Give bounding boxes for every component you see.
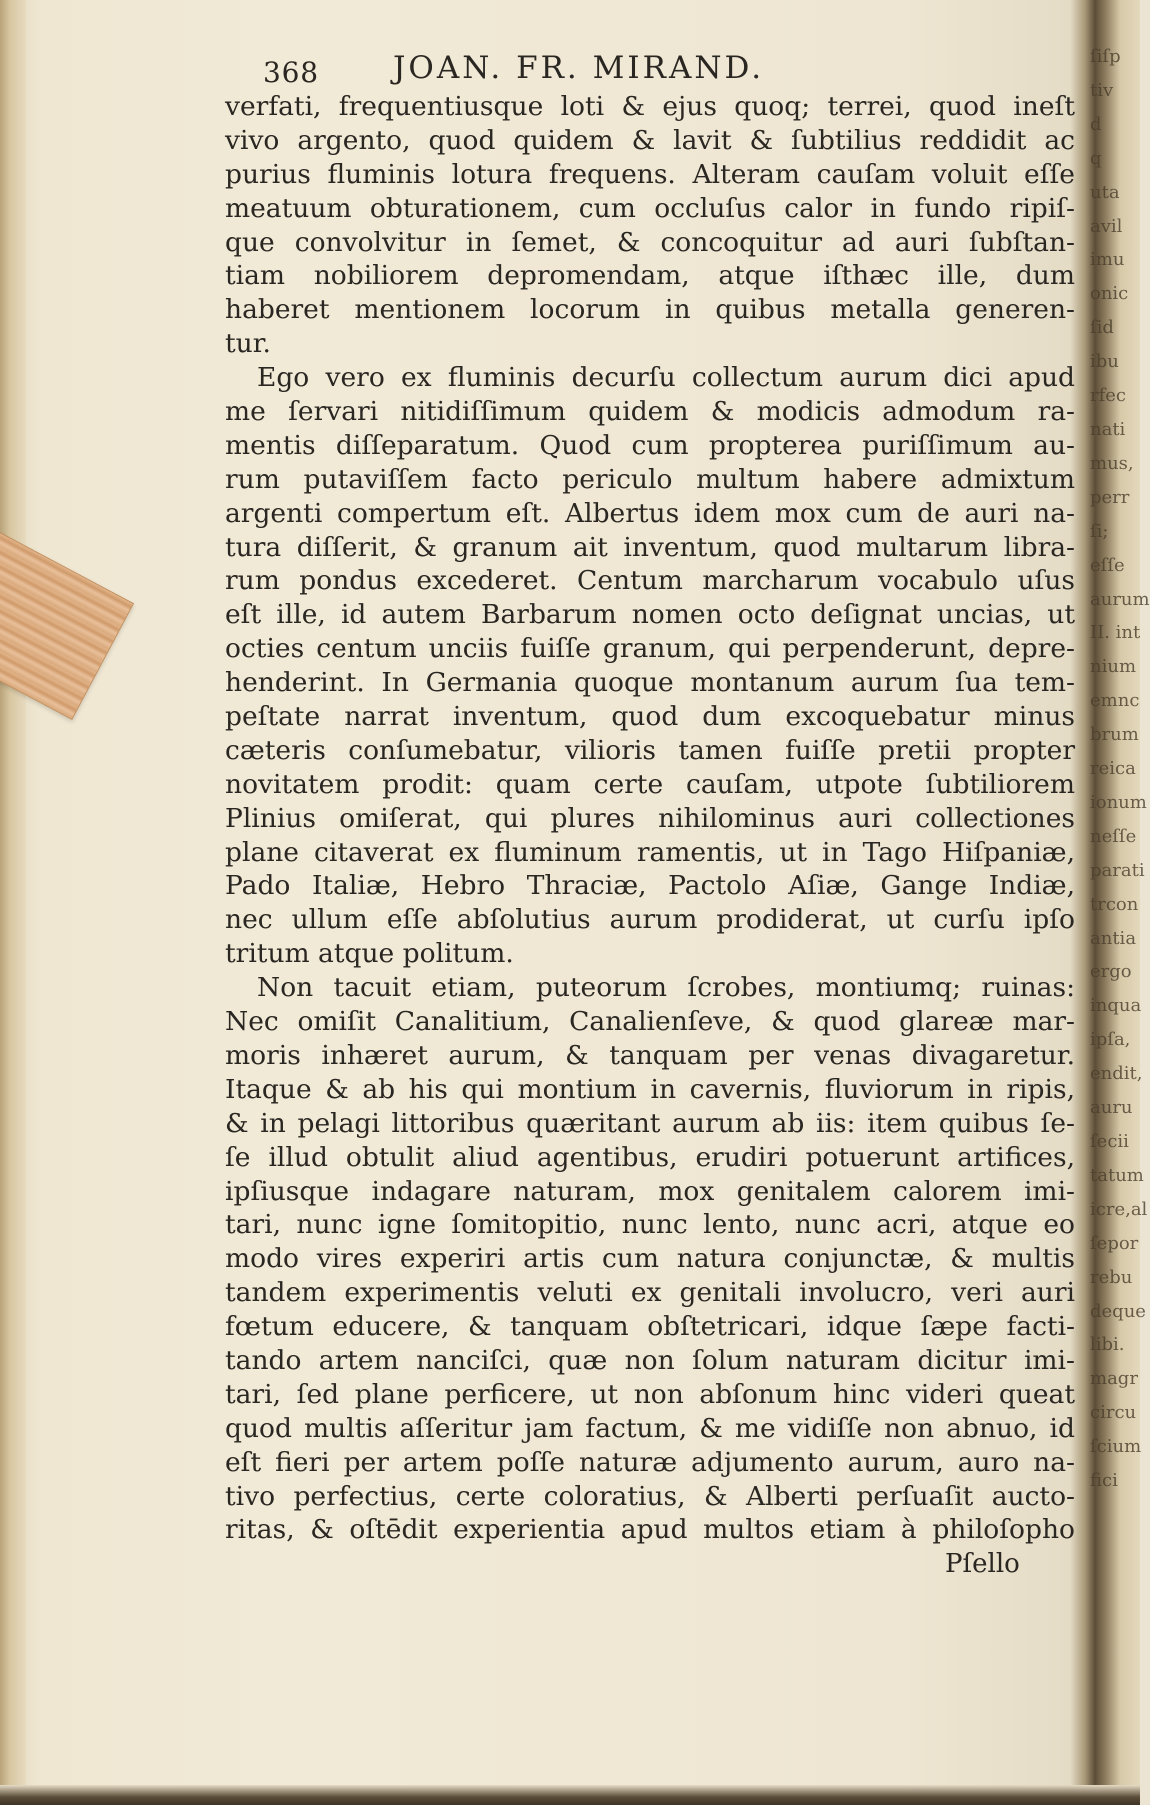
text-line: argenti compertum eſt. Albertus idem mox cum de auri na- [225,497,1075,529]
facing-page-fragment: perr [1090,486,1130,508]
text-line: fœtum educere, & tanquam obſtetricari, idque ſæpe facti- [225,1311,1075,1343]
text-line: quod multis aſſeritur jam factum, & me vidiſſe non abnuo, id [225,1412,1075,1444]
paragraph-2 [225,361,1075,971]
facing-page-fragment: deque [1090,1300,1146,1322]
facing-page-fragment: tiv [1090,79,1114,101]
facing-page-fragment: onic [1090,283,1129,305]
text-line: ipſiusque indagare naturam, mox genitalem calorem imi- [225,1175,1075,1207]
text-line: eſt fieri per artem poſſe naturæ adjumento aurum, auro na- [225,1446,1075,1478]
facing-page-fragment: antia [1090,927,1137,949]
text-body [225,90,1075,1547]
text-line: henderint. In Germania quoque montanum aurum ſua tem- [225,667,1075,699]
facing-page-fragment: ionum [1090,791,1147,813]
book-page [225,52,1075,1592]
facing-page-fragment: neſſe [1090,825,1137,847]
facing-page-fragment: d [1090,113,1102,135]
text-line: verfati, frequentiusque loti & ejus quoq; terrei, quod ineſt [225,91,1075,122]
text-line: tandem experimentis veluti ex genitali involucro, veri auri [225,1277,1075,1309]
running-head [263,52,823,92]
facing-page-fragment: reica [1090,758,1136,780]
text-line: tando artem nanciſci, quæ non ſolum naturam dicitur imi- [225,1344,1075,1376]
paragraph-1 [225,90,1075,361]
facing-page-fragment: ſiſp [1090,46,1121,67]
facing-page-fragment: rfec [1090,385,1126,407]
text-line: tiam nobiliorem depromendam, atque iſthæc ille, dum [225,260,1075,292]
text-line: modo vires experiri artis cum natura conjunctæ, & multis [225,1243,1075,1275]
text-line: vivo argento, quod quidem & lavit & ſubtilius reddidit ac [225,124,1075,156]
facing-page-fragment: ipſa, [1090,1029,1131,1051]
facing-page-fragment: ibu [1090,351,1119,373]
facing-page-fragment: avil [1090,215,1123,237]
facing-page-fragment: inqua [1090,995,1142,1017]
text-line: ſe illud obtulit aliud agentibus, erudiri potuerunt artifices, [225,1141,1075,1173]
facing-page-fragment: uta [1090,181,1120,203]
text-line: haberet mentionem locorum in quibus metalla generen- [225,294,1075,326]
text-line: plane citaverat ex fluminum ramentis, ut in Tago Hiſpaniæ, [225,836,1075,868]
facing-page-fragment: ſepor [1090,1232,1139,1254]
facing-page-fragment: ſi; [1090,520,1109,542]
text-line: me ſervari nitidiſſimum quidem & modicis admodum ra- [225,396,1075,428]
text-line: eſt ille, id autem Barbarum nomen octo deſignat uncias, ut [225,599,1075,631]
paragraph-3 [225,971,1075,1547]
text-line: tivo perfectius, certe coloratius, & Alberti perſuaſit aucto- [225,1480,1075,1512]
facing-page-fragment: nium [1090,656,1137,678]
facing-page-edge [1090,40,1150,1540]
paper-bookmark [0,532,134,720]
text-line: & in pelagi littoribus quæritant aurum ab iis: item quibus ſe- [225,1107,1075,1139]
text-line: Nec omiſit Canalitium, Canalienſeve, & quod glareæ mar- [225,1006,1075,1038]
text-line: mentis diſſeparatum. Quod cum propterea puriſſimum au- [225,429,1075,461]
facing-page-fragment: ergo [1090,961,1132,983]
text-line: Ego vero ex fluminis decurſu collectum aurum dici apud [257,362,1075,394]
text-line: Plinius omiſerat, qui plures nihilominus auri collectiones [225,802,1075,834]
facing-page-fragment: fici [1090,1470,1118,1492]
text-line: cæteris conſumebatur, vilioris tamen fuiſſe pretii propter [225,734,1075,766]
text-line: moris inhæret aurum, & tanquam per venas divagaretur. [225,1039,1075,1071]
page-bottom-edge [0,1785,1140,1805]
facing-page-fragment: endit, [1090,1063,1143,1085]
facing-page-fragment: trcon [1090,893,1139,915]
facing-page-fragment: libi. [1090,1334,1125,1356]
text-line: tari, nunc igne ſomitopitio, nunc lento, nunc acri, atque eo [225,1209,1075,1241]
facing-page-fragment: mus, [1090,452,1134,474]
text-line: rum putaviſſem facto periculo multum habere admixtum [225,463,1075,495]
facing-page-fragment: ſid [1090,317,1114,339]
facing-page-fragment: imu [1090,249,1125,271]
facing-page-fragment: aurum [1090,588,1150,610]
text-line: rum pondus excederet. Centum marcharum vocabulo uſus [225,565,1075,597]
text-line: peſtate narrat inventum, quod dum excoquebatur minus [225,701,1075,733]
text-line: Pado Italiæ, Hebro Thraciæ, Pactolo Aſiæ, Gange Indiæ, [225,870,1075,902]
text-line: Itaque & ab his qui montium in cavernis, fluviorum in ripis, [225,1073,1075,1105]
text-line: que convolvitur in ſemet, & concoquitur ad auri ſubſtan- [225,226,1075,258]
page-number: 368 [263,56,319,89]
text-line: nec ullum eſſe abſolutius aurum prodiderat, ut curſu ipſo [225,904,1075,936]
facing-page-fragment: brum [1090,724,1139,746]
text-line: octies centum unciis fuiſſe granum, qui perpenderunt, depre- [225,633,1075,665]
text-line: novitatem prodit: quam certe cauſam, utpote ſubtiliorem [225,768,1075,800]
text-line: tritum atque politum. [225,938,514,970]
facing-page-fragment: icre,al [1090,1198,1148,1220]
facing-page-fragment: II. int [1090,622,1141,644]
text-line: tur. [225,328,271,360]
facing-page-fragment: rebu [1090,1266,1133,1288]
facing-page-fragment: circu [1090,1402,1137,1424]
text-line: tari, ſed plane perficere, ut non abſonum hinc videri queat [225,1378,1075,1410]
text-line: ritas, & oſtēdit experientia apud multos etiam à philoſopho [225,1514,1075,1546]
facing-page-fragment: parati [1090,859,1145,881]
facing-page-fragment: emnc [1090,690,1140,712]
facing-page-fragment: tatum [1090,1164,1144,1186]
running-title: JOAN. FR. MIRAND. [393,50,765,86]
facing-page-fragment: magr [1090,1368,1138,1390]
facing-page-fragment: q [1090,147,1102,169]
text-line: tura diſſerit, & granum ait inventum, quod multarum libra- [225,531,1075,563]
binding-gutter [0,0,26,1805]
catchword: Pſello [945,1549,1020,1579]
text-line: meatuum obturationem, cum occluſus calor in fundo ripiſ- [225,192,1075,224]
facing-page-fragment: ſcium [1090,1436,1142,1458]
facing-page-fragment: eſſe [1090,554,1125,576]
facing-page-fragment: ſecii [1090,1131,1129,1152]
text-line: Non tacuit etiam, puteorum ſcrobes, montiumq; ruinas: [257,972,1075,1004]
facing-page-fragment: auru [1090,1097,1133,1119]
facing-page-fragment: nati [1090,418,1126,440]
text-line: purius fluminis lotura frequens. Alteram cauſam voluit eſſe [225,158,1075,190]
